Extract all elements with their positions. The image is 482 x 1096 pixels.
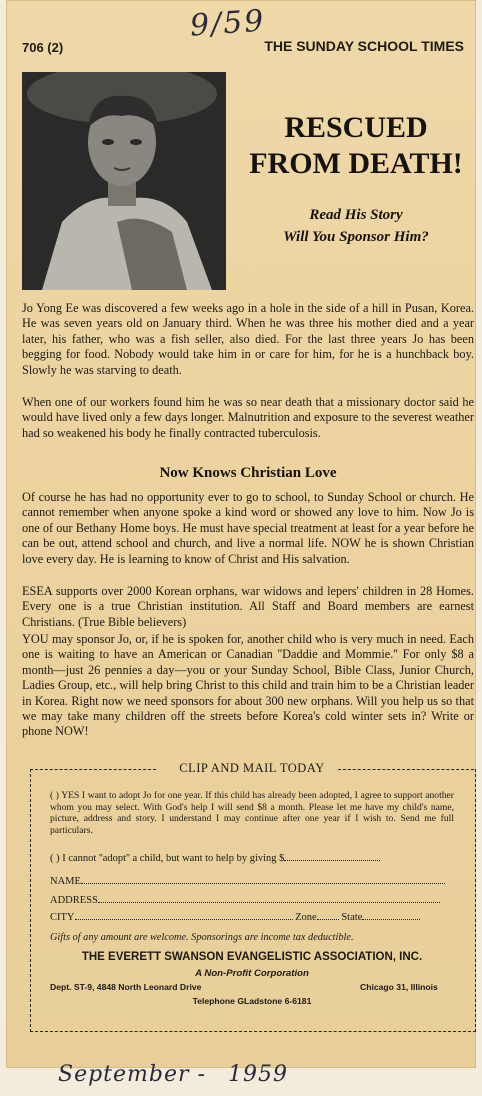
city-field[interactable] — [75, 919, 293, 920]
handwritten-date: 9/59 — [188, 3, 267, 44]
organization-name: THE EVERETT SWANSON EVANGELISTIC ASSOCIATION, INC. — [81, 951, 423, 963]
story-paragraph-3: Of course he has had no opportunity ever to go to school, to Sunday School or church. He cannot remember when anyone spoke a kind word or showed any love to him. Now Jo is one of our Bethany Home boys. He must have special treatment at least for a year before he can be out, attend school and church, and live a normal life. NOW he is shown Christian love every day. He is learning to know of Christ and His salvation. — [22, 490, 474, 566]
donate-checkbox-option[interactable] — [50, 853, 380, 864]
child-photo — [22, 72, 226, 290]
donate-option-text: ( ) I cannot ''adopt'' a child, but want to help by giving $ — [50, 853, 285, 864]
amount-field[interactable] — [284, 860, 380, 861]
tagline — [236, 204, 476, 248]
address-label: ADDRESS — [50, 895, 98, 906]
adopt-checkbox-option[interactable]: ( ) YES I want to adopt Jo for one year. If this child has already been adopted, I agree to support another whom you may select. With God's help I will send $8 a month. Please let me have my child's name, picture, address and story. I understand I may continue after one year if I wish to. Send me full particulars. — [50, 790, 454, 836]
story-paragraph-2: When one of our workers found him he was so near death that a missionary doctor said he would have lived only a few days longer. Malnutrition and exposure to the severest weather had so weakened his body he finally contracted tuberculosis. — [22, 395, 474, 440]
page-number: 706 (2) — [22, 40, 64, 55]
story-paragraph-5: YOU may sponsor Jo, or, if he is spoken for, another child who is very much in need. Each one is waiting to have an American or Canadian ''Daddie and Mommie.'' For only $8 a month—just 26 pennies a day—you or your Sunday School, Bible Class, Junior Church, Ladies Group, etc., will help bring Christ to this child and train him to be a Christian leader in Korea. Right now we need sponsors for about 300 new orphans. Will you help us so that we may take many children off the streets before Korea's cold winter sets in? Write or phone NOW! — [22, 632, 474, 739]
handwritten-year: 1959 — [227, 1062, 288, 1087]
tagline-line-1: Read His Story — [309, 207, 403, 223]
telephone-number: Telephone GLadstone 6-6181 — [192, 996, 312, 1006]
subhead: Now Knows Christian Love — [159, 465, 337, 481]
headline-line-2: FROM DEATH! — [249, 147, 463, 180]
zone-label: Zone — [295, 912, 317, 923]
state-field[interactable] — [362, 919, 420, 920]
city-label: CITY — [50, 912, 75, 923]
gifts-note: Gifts of any amount are welcome. Sponsorings are income tax deductible. — [50, 932, 354, 943]
story-paragraph-1: Jo Yong Ee was discovered a few weeks ago in a hole in the side of a hill in Pusan, Korea. He was seven years old on January third. When he was three his mother died and a year later, his father, who was a fish seller, also died. For the last three years Jo has been begging for food. Nobody would take him in or care for him, for he is a hunchback boy. Slowly he was starving to death. — [22, 301, 474, 377]
headline-line-1: RESCUED — [284, 111, 428, 144]
state-label: State — [341, 912, 363, 923]
tagline-line-2: Will You Sponsor Him? — [283, 229, 429, 245]
city-row — [50, 912, 420, 923]
headline — [236, 110, 476, 182]
mailing-city: Chicago 31, Illinois — [360, 982, 438, 992]
publication-name: THE SUNDAY SCHOOL TIMES — [264, 38, 464, 54]
handwritten-month: September - — [58, 1062, 206, 1087]
address-row — [50, 895, 440, 906]
name-field[interactable] — [81, 883, 445, 884]
handwritten-caption — [58, 1062, 310, 1087]
coupon-title-label: CLIP AND MAIL TODAY — [175, 761, 329, 775]
address-field[interactable] — [98, 902, 440, 903]
name-row — [50, 876, 445, 887]
coupon-title — [30, 761, 474, 776]
story-paragraph-4: ESEA supports over 2000 Korean orphans, war widows and lepers' children in 28 Homes. Every one is a true Christian institution. All Staff and Board members are earnest Christians. (True Bible believers) — [22, 584, 474, 629]
nonprofit-label: A Non-Profit Corporation — [195, 968, 309, 979]
boy-portrait-image — [22, 72, 226, 290]
zone-field[interactable] — [317, 919, 339, 920]
name-label: NAME — [50, 876, 81, 887]
department-address: Dept. ST-9, 4848 North Leonard Drive — [50, 982, 202, 992]
